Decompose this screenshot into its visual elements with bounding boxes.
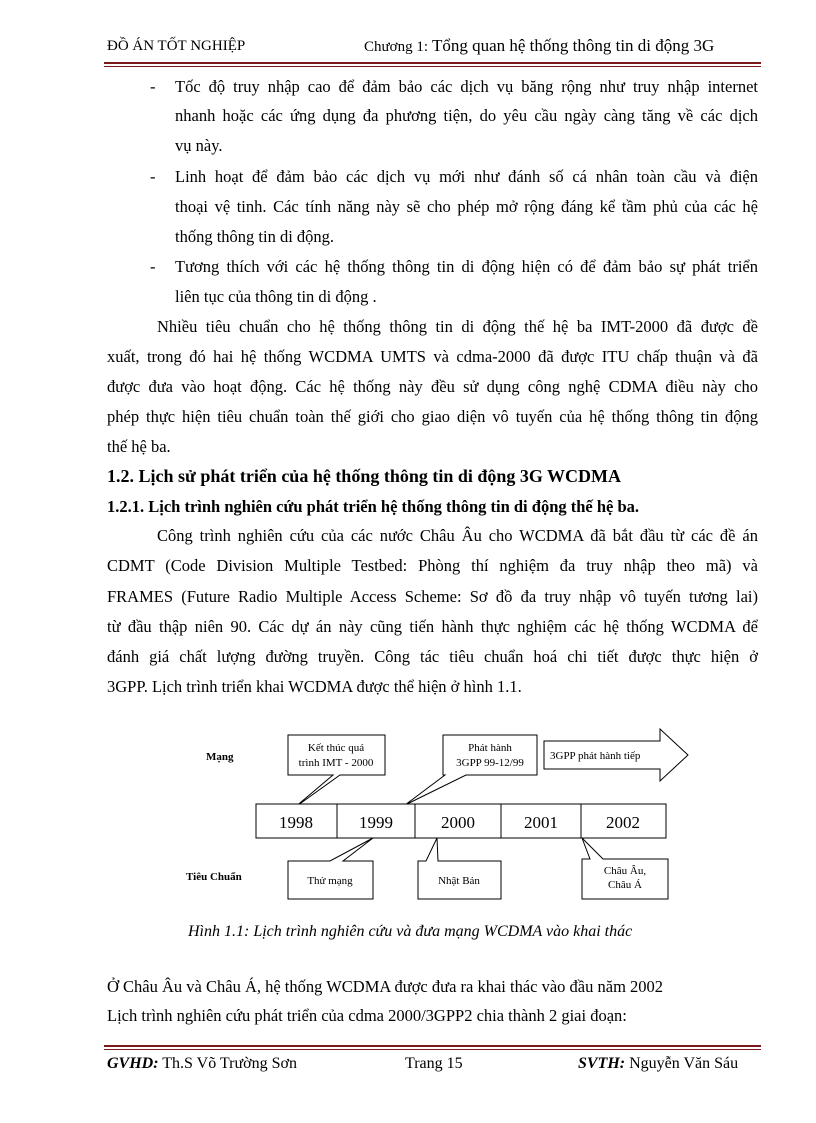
para2-line-1: Công trình nghiên cứu của các nước Châu Âu cho WCDMA đã bắt đầu từ các đề án	[157, 526, 758, 545]
callout-trial-network	[288, 838, 373, 899]
chapter-title: Tổng quan hệ thống thông tin di động 3G	[431, 36, 715, 55]
row-label-standard: Tiêu Chuẩn	[186, 871, 242, 883]
bullet-2-line-2: thoại vệ tinh. Các tính năng này sẽ cho phép mở rộng đáng kể tầm phủ của các hệ	[175, 197, 758, 216]
year-1999: 1999	[359, 813, 393, 832]
chapter-label: Chương 1:	[364, 39, 428, 55]
page-number: Trang 15	[405, 1055, 463, 1072]
bullet-3-line-1: Tương thích với các hệ thống thông tin di động hiện có để đảm bảo sự phát triển	[175, 257, 758, 276]
para1-line-4: phép thực hiện tiêu chuẩn toàn thế giới cho giao diện vô tuyến của hệ thống thông tin động	[107, 407, 758, 426]
after-line-1: Ở Châu Âu và Châu Á, hệ thống WCDMA được đưa ra khai thác vào đầu năm 2002	[107, 977, 664, 996]
year-2001: 2001	[524, 813, 558, 832]
row-label-network: Mạng	[206, 751, 234, 763]
bullet-1-line-2: nhanh hoặc các ứng dụng đa phương tiện, do yêu cầu ngày càng tăng về các dịch	[175, 106, 758, 125]
next-release-label: 3GPP phát hành tiếp	[550, 750, 641, 762]
footer-student	[578, 1055, 738, 1073]
bullet-dash: -	[150, 167, 156, 186]
footer-advisor	[107, 1055, 297, 1073]
para2-line-2: CDMT (Code Division Multiple Testbed: Phòng thí nghiệm đa truy nhập theo mã) và	[107, 556, 758, 575]
para2-line-4: từ đầu thập niên 90. Các dự án này cũng tiến hành thực nghiệm các hệ thống WCDMA để	[107, 617, 758, 636]
bullet-1-line-3: vụ này.	[175, 136, 223, 155]
callout-japan-label: Nhật Bản	[438, 875, 480, 887]
callout-imt2000-line-1: Kết thúc quá	[307, 742, 365, 754]
para1-line-2: xuất, trong đó hai hệ thống WCDMA UMTS và cdma-2000 đã được ITU chấp thuận và đã	[107, 347, 758, 366]
para2-line-3: FRAMES (Future Radio Multiple Access Scheme: Sơ đồ đa truy nhập vô tuyến tương lai)	[107, 587, 758, 606]
after-line-2: Lịch trình nghiên cứu phát triển của cdma 2000/3GPP2 chia thành 2 giai đoạn:	[107, 1006, 627, 1025]
figure-caption: Hình 1.1: Lịch trình nghiên cứu và đưa mạng WCDMA vào khai thác	[188, 923, 633, 940]
callout-japan	[418, 838, 501, 899]
para1-line-1: Nhiều tiêu chuẩn cho hệ thống thông tin di động thế hệ ba IMT-2000 đã được đề	[157, 317, 758, 336]
callout-3gpp99-line-2: 3GPP 99-12/99	[456, 757, 524, 769]
year-2000: 2000	[441, 813, 475, 832]
header-left: ĐỒ ÁN TỐT NGHIỆP	[107, 38, 246, 54]
bullet-dash: -	[150, 257, 156, 276]
callout-imt2000-line-2: trình IMT - 2000	[298, 757, 374, 769]
footer-rule	[104, 1045, 761, 1047]
year-2002: 2002	[606, 813, 640, 832]
student-label: SVTH:	[578, 1055, 626, 1072]
para1-line-5: thế hệ ba.	[107, 437, 171, 456]
footer-rule-thin	[104, 1049, 761, 1050]
callout-trial-network-label: Thử mạng	[307, 875, 353, 887]
year-1998: 1998	[279, 813, 313, 832]
bullet-dash: -	[150, 77, 156, 96]
para1-line-3: được đưa vào hoạt động. Các hệ thống này đều sử dụng công nghệ CDMA điều này cho	[107, 377, 758, 396]
callout-europe-asia-line-2: Châu Á	[608, 879, 642, 891]
bullet-1-line-1: Tốc độ truy nhập cao để đảm bảo các dịch vụ băng rộng như truy nhập internet	[175, 77, 758, 96]
advisor-name: Th.S Võ Trường Sơn	[162, 1055, 297, 1072]
bullet-2-line-3: thống thông tin di động.	[175, 227, 335, 246]
subsection-heading: 1.2.1. Lịch trình nghiên cứu phát triển hệ thống thông tin di động thế hệ ba.	[107, 497, 640, 516]
bullet-3-line-2: liên tục của thông tin di động .	[175, 287, 377, 306]
callout-3gpp99-line-1: Phát hành	[468, 742, 512, 754]
student-name: Nguyễn Văn Sáu	[629, 1055, 739, 1072]
section-heading: 1.2. Lịch sử phát triển của hệ thống thông tin di động 3G WCDMA	[107, 466, 622, 486]
callout-europe-asia-line-1: Châu Âu,	[603, 865, 647, 877]
para2-line-6: 3GPP. Lịch trình triển khai WCDMA được thể hiện ở hình 1.1.	[107, 677, 522, 696]
bullet-2-line-1: Linh hoạt để đảm bảo các dịch vụ mới như đánh số cá nhân toàn cầu và điện	[175, 167, 758, 186]
advisor-label: GVHD:	[107, 1055, 159, 1072]
para2-line-5: đánh giá chất lượng đường truyền. Công tác tiêu chuẩn hoá chi tiết được thực hiện ở	[107, 647, 758, 666]
